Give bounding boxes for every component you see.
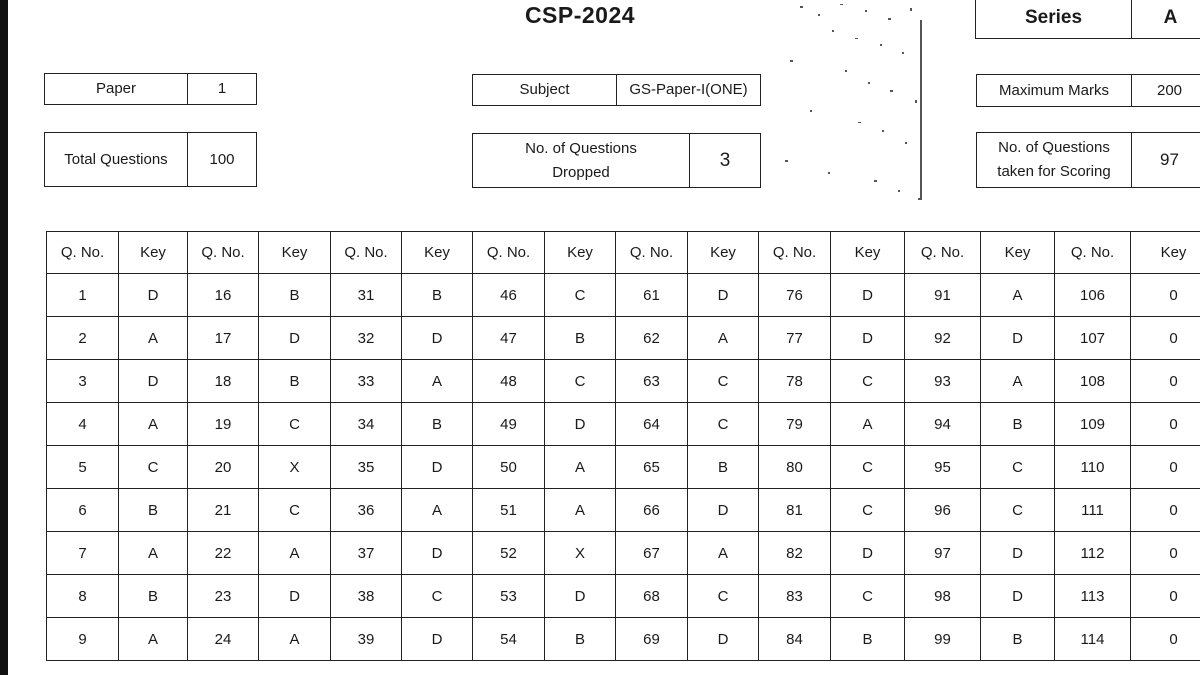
header-cell: Q. No. xyxy=(47,232,119,274)
question-number-cell: 35 xyxy=(331,446,402,489)
answer-key-cell: X xyxy=(259,446,331,489)
scoring-questions-label: No. of Questions taken for Scoring xyxy=(997,139,1111,180)
answer-key-cell: A xyxy=(831,403,905,446)
answer-key-cell: D xyxy=(831,532,905,575)
answer-key-cell: B xyxy=(545,618,616,661)
answer-key-cell: B xyxy=(981,403,1055,446)
answer-key-cell: A xyxy=(119,317,188,360)
question-number-cell: 111 xyxy=(1055,489,1131,532)
question-number-cell: 47 xyxy=(473,317,545,360)
header-cell: Key xyxy=(981,232,1055,274)
question-number-cell: 97 xyxy=(905,532,981,575)
answer-key-cell: D xyxy=(831,274,905,317)
question-number-cell: 80 xyxy=(759,446,831,489)
question-number-cell: 99 xyxy=(905,618,981,661)
answer-key-cell: D xyxy=(981,532,1055,575)
scoring-questions-value: 97 xyxy=(1131,133,1200,187)
question-number-cell: 38 xyxy=(331,575,402,618)
question-number-cell: 24 xyxy=(188,618,259,661)
answer-key-cell: A xyxy=(688,317,759,360)
question-number-cell: 66 xyxy=(616,489,688,532)
question-number-cell: 96 xyxy=(905,489,981,532)
subject-label: Subject xyxy=(519,81,570,98)
page-title: CSP-2024 xyxy=(524,2,636,28)
question-number-cell: 31 xyxy=(331,274,402,317)
answer-key-cell: D xyxy=(402,618,473,661)
answer-key-cell: A xyxy=(402,360,473,403)
answer-key-cell: C xyxy=(259,403,331,446)
answer-key-cell: C xyxy=(119,446,188,489)
question-number-cell: 62 xyxy=(616,317,688,360)
question-number-cell: 36 xyxy=(331,489,402,532)
question-number-cell: 3 xyxy=(47,360,119,403)
question-number-cell: 107 xyxy=(1055,317,1131,360)
series-label: Series xyxy=(1024,6,1083,28)
question-number-cell: 84 xyxy=(759,618,831,661)
question-number-cell: 52 xyxy=(473,532,545,575)
question-number-cell: 69 xyxy=(616,618,688,661)
question-number-cell: 33 xyxy=(331,360,402,403)
answer-key-cell: 0 xyxy=(1131,618,1200,661)
question-number-cell: 82 xyxy=(759,532,831,575)
answer-key-cell: C xyxy=(545,274,616,317)
answer-key-cell: D xyxy=(831,317,905,360)
question-number-cell: 78 xyxy=(759,360,831,403)
question-number-cell: 18 xyxy=(188,360,259,403)
answer-key-cell: A xyxy=(402,489,473,532)
question-number-cell: 1 xyxy=(47,274,119,317)
answer-key-cell: A xyxy=(688,532,759,575)
question-number-cell: 54 xyxy=(473,618,545,661)
total-questions-value: 100 xyxy=(187,133,256,186)
question-number-cell: 34 xyxy=(331,403,402,446)
answer-key-cell: 0 xyxy=(1131,489,1200,532)
question-number-cell: 8 xyxy=(47,575,119,618)
question-number-cell: 91 xyxy=(905,274,981,317)
table-row xyxy=(47,532,1200,575)
header-cell: Q. No. xyxy=(759,232,831,274)
question-number-cell: 53 xyxy=(473,575,545,618)
question-number-cell: 83 xyxy=(759,575,831,618)
header-cell: Key xyxy=(1131,232,1200,274)
max-marks-value: 200 xyxy=(1131,75,1200,106)
dropped-questions-value: 3 xyxy=(689,134,760,187)
answer-key-cell: B xyxy=(259,274,331,317)
answer-key-cell: C xyxy=(831,446,905,489)
answer-key-cell: D xyxy=(688,274,759,317)
answer-key-cell: B xyxy=(119,575,188,618)
answer-key-cell: B xyxy=(402,274,473,317)
dropped-questions-label: No. of Questions Dropped xyxy=(525,139,637,181)
header-cell: Key xyxy=(831,232,905,274)
answer-key-cell: C xyxy=(688,360,759,403)
question-number-cell: 95 xyxy=(905,446,981,489)
series-box xyxy=(975,0,1200,39)
header-cell: Key xyxy=(545,232,616,274)
scoring-questions-box xyxy=(976,132,1200,188)
question-number-cell: 2 xyxy=(47,317,119,360)
scan-noise xyxy=(770,0,925,205)
question-number-cell: 114 xyxy=(1055,618,1131,661)
table-row xyxy=(47,360,1200,403)
question-number-cell: 98 xyxy=(905,575,981,618)
question-number-cell: 94 xyxy=(905,403,981,446)
answer-key-cell: C xyxy=(831,489,905,532)
question-number-cell: 79 xyxy=(759,403,831,446)
header-cell: Q. No. xyxy=(616,232,688,274)
question-number-cell: 9 xyxy=(47,618,119,661)
answer-key-cell: 0 xyxy=(1131,575,1200,618)
answer-key-cell: A xyxy=(119,403,188,446)
question-number-cell: 39 xyxy=(331,618,402,661)
question-number-cell: 48 xyxy=(473,360,545,403)
header-cell: Key xyxy=(259,232,331,274)
question-number-cell: 68 xyxy=(616,575,688,618)
dropped-questions-box xyxy=(472,133,761,188)
answer-key-cell: D xyxy=(981,575,1055,618)
answer-key-cell: D xyxy=(259,575,331,618)
answer-key-cell: A xyxy=(119,532,188,575)
answer-key-cell: 0 xyxy=(1131,360,1200,403)
answer-key-cell: B xyxy=(688,446,759,489)
question-number-cell: 4 xyxy=(47,403,119,446)
answer-key-cell: A xyxy=(259,532,331,575)
answer-key-cell: B xyxy=(402,403,473,446)
answer-key-cell: D xyxy=(545,575,616,618)
question-number-cell: 67 xyxy=(616,532,688,575)
question-number-cell: 20 xyxy=(188,446,259,489)
answer-key-cell: B xyxy=(831,618,905,661)
answer-key-cell: D xyxy=(402,446,473,489)
header-cell: Q. No. xyxy=(905,232,981,274)
question-number-cell: 110 xyxy=(1055,446,1131,489)
max-marks-label: Maximum Marks xyxy=(998,81,1109,99)
subject-value: GS-Paper-I(ONE) xyxy=(616,75,760,105)
question-number-cell: 109 xyxy=(1055,403,1131,446)
paper-box xyxy=(44,73,257,105)
question-number-cell: 32 xyxy=(331,317,402,360)
paper-value: 1 xyxy=(187,74,256,104)
max-marks-box xyxy=(976,74,1200,107)
question-number-cell: 17 xyxy=(188,317,259,360)
question-number-cell: 77 xyxy=(759,317,831,360)
question-number-cell: 81 xyxy=(759,489,831,532)
question-number-cell: 50 xyxy=(473,446,545,489)
answer-key-cell: C xyxy=(831,360,905,403)
answer-key-cell: C xyxy=(402,575,473,618)
answer-key-cell: 0 xyxy=(1131,532,1200,575)
answer-key-cell: 0 xyxy=(1131,403,1200,446)
answer-key-cell: D xyxy=(259,317,331,360)
question-number-cell: 5 xyxy=(47,446,119,489)
paper-label: Paper xyxy=(95,80,137,97)
table-row xyxy=(47,274,1200,317)
table-header-row xyxy=(47,232,1200,274)
answer-key-cell: C xyxy=(259,489,331,532)
answer-key-cell: D xyxy=(119,274,188,317)
answer-key-cell: 0 xyxy=(1131,274,1200,317)
question-number-cell: 19 xyxy=(188,403,259,446)
scan-edge xyxy=(0,0,8,675)
subject-box xyxy=(472,74,761,106)
header-cell: Q. No. xyxy=(1055,232,1131,274)
header-cell: Key xyxy=(688,232,759,274)
question-number-cell: 65 xyxy=(616,446,688,489)
answer-key-cell: D xyxy=(981,317,1055,360)
total-questions-box xyxy=(44,132,257,187)
answer-key-cell: C xyxy=(831,575,905,618)
question-number-cell: 64 xyxy=(616,403,688,446)
series-value: A xyxy=(1131,0,1200,38)
question-number-cell: 51 xyxy=(473,489,545,532)
answer-key-cell: D xyxy=(688,489,759,532)
answer-key-cell: 0 xyxy=(1131,317,1200,360)
table-row xyxy=(47,489,1200,532)
answer-key-cell: B xyxy=(981,618,1055,661)
question-number-cell: 76 xyxy=(759,274,831,317)
answer-key-cell: A xyxy=(545,489,616,532)
answer-key-cell: B xyxy=(259,360,331,403)
answer-key-cell: A xyxy=(259,618,331,661)
table-row xyxy=(47,317,1200,360)
answer-key-cell: D xyxy=(402,317,473,360)
answer-key-cell: C xyxy=(688,403,759,446)
question-number-cell: 46 xyxy=(473,274,545,317)
table-row xyxy=(47,618,1200,661)
question-number-cell: 61 xyxy=(616,274,688,317)
header-cell: Q. No. xyxy=(473,232,545,274)
answer-key-cell: C xyxy=(981,489,1055,532)
question-number-cell: 113 xyxy=(1055,575,1131,618)
answer-key-table xyxy=(46,231,1200,661)
question-number-cell: 7 xyxy=(47,532,119,575)
answer-key-cell: D xyxy=(119,360,188,403)
answer-key-cell: D xyxy=(688,618,759,661)
table-row xyxy=(47,403,1200,446)
question-number-cell: 112 xyxy=(1055,532,1131,575)
question-number-cell: 16 xyxy=(188,274,259,317)
question-number-cell: 93 xyxy=(905,360,981,403)
question-number-cell: 21 xyxy=(188,489,259,532)
answer-key-cell: A xyxy=(545,446,616,489)
answer-key-cell: C xyxy=(545,360,616,403)
question-number-cell: 106 xyxy=(1055,274,1131,317)
header-cell: Key xyxy=(402,232,473,274)
question-number-cell: 23 xyxy=(188,575,259,618)
question-number-cell: 108 xyxy=(1055,360,1131,403)
question-number-cell: 22 xyxy=(188,532,259,575)
header-cell: Key xyxy=(119,232,188,274)
answer-key-cell: C xyxy=(981,446,1055,489)
answer-key-cell: A xyxy=(119,618,188,661)
answer-key-cell: D xyxy=(545,403,616,446)
question-number-cell: 6 xyxy=(47,489,119,532)
answer-key-cell: C xyxy=(688,575,759,618)
question-number-cell: 49 xyxy=(473,403,545,446)
question-number-cell: 63 xyxy=(616,360,688,403)
answer-key-cell: B xyxy=(545,317,616,360)
answer-key-cell: A xyxy=(981,274,1055,317)
answer-key-cell: A xyxy=(981,360,1055,403)
answer-key-cell: B xyxy=(119,489,188,532)
header-cell: Q. No. xyxy=(188,232,259,274)
answer-key-cell: X xyxy=(545,532,616,575)
answer-key-cell: 0 xyxy=(1131,446,1200,489)
table-row xyxy=(47,446,1200,489)
total-questions-label: Total Questions xyxy=(64,150,168,168)
question-number-cell: 92 xyxy=(905,317,981,360)
question-number-cell: 37 xyxy=(331,532,402,575)
answer-key-cell: D xyxy=(402,532,473,575)
table-row xyxy=(47,575,1200,618)
header-cell: Q. No. xyxy=(331,232,402,274)
